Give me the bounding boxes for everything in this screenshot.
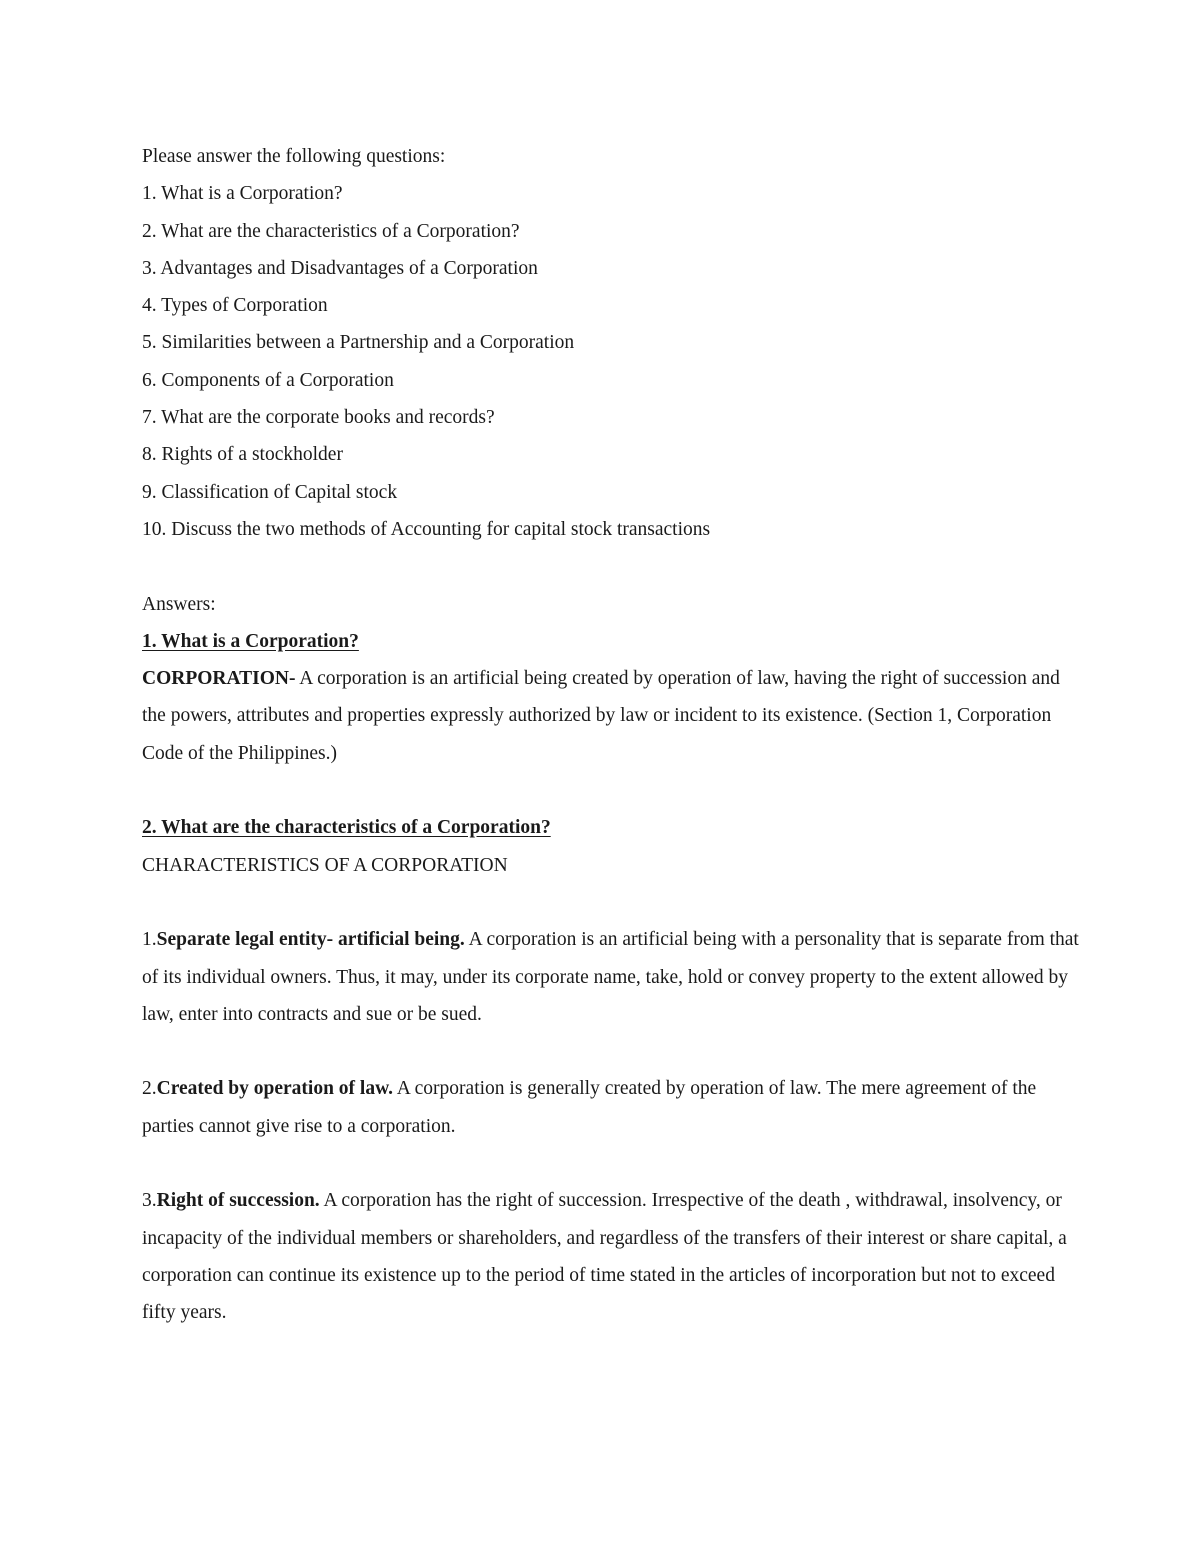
characteristic-number: 3.: [142, 1190, 157, 1212]
question-item: 2. What are the characteristics of a Corporation?: [142, 220, 520, 242]
characteristic-item: [142, 1070, 1082, 1145]
question-item: 9. Classification of Capital stock: [142, 481, 398, 503]
spacer: [142, 1033, 1082, 1070]
characteristic-number: 2.: [142, 1078, 157, 1100]
spacer: [142, 548, 1082, 585]
answers-label: Answers:: [142, 593, 216, 615]
spacer: [142, 1145, 1082, 1182]
answer-1-term: CORPORATION-: [142, 668, 296, 690]
question-item: 10. Discuss the two methods of Accounting for capital stock transactions: [142, 518, 711, 540]
characteristic-term: Right of succession.: [156, 1190, 320, 1212]
characteristic-item: [142, 921, 1082, 1033]
answer-1-heading: 1. What is a Corporation?: [142, 630, 359, 652]
question-item: 3. Advantages and Disadvantages of a Corporation: [142, 257, 538, 279]
question-item: 8. Rights of a stockholder: [142, 444, 343, 466]
characteristic-item: [142, 1182, 1082, 1331]
answer-1-text: A corporation is an artificial being created by operation of law, having the right of succession and the powers, attributes and properties expressly authorized by law or incident to its existence. (Section 1, Corporation Code of the Philippines.): [142, 668, 1060, 764]
characteristic-text: A corporation is an artificial being with a personality that is separate from that of its individual owners. Thus, it may, under its corporate name, take, hold or convey property to the extent allowed by law, enter into contracts and sue or be sued.: [142, 929, 1079, 1025]
question-item: 5. Similarities between a Partnership and a Corporation: [142, 332, 575, 354]
characteristic-term: Separate legal entity- artificial being.: [156, 929, 465, 951]
characteristic-text: A corporation has the right of succession. Irrespective of the death , withdrawal, insolvency, or incapacity of the individual members or shareholders, and regardless of the transfers of their interest or share capital, a corporation can continue its existence up to the period of time stated in the articles of incorporation but not to exceed fifty years.: [142, 1190, 1067, 1324]
question-item: 7. What are the corporate books and records?: [142, 407, 495, 429]
spacer: [142, 772, 1082, 809]
intro-text: Please answer the following questions:: [142, 146, 446, 167]
question-item: 6. Components of a Corporation: [142, 369, 394, 391]
answer-2-heading: 2. What are the characteristics of a Corporation?: [142, 817, 551, 839]
characteristic-number: 1.: [142, 929, 157, 951]
question-item: 4. Types of Corporation: [142, 295, 328, 317]
question-list: [142, 175, 1082, 548]
spacer: [142, 884, 1082, 921]
question-item: 1. What is a Corporation?: [142, 183, 343, 205]
document-page: [142, 138, 1082, 1332]
characteristics-title: CHARACTERISTICS OF A CORPORATION: [142, 854, 508, 876]
answer-1-paragraph: [142, 660, 1082, 772]
characteristic-text: A corporation is generally created by operation of law. The mere agreement of the parties cannot give rise to a corporation.: [142, 1078, 1037, 1137]
characteristic-term: Created by operation of law.: [156, 1078, 393, 1100]
